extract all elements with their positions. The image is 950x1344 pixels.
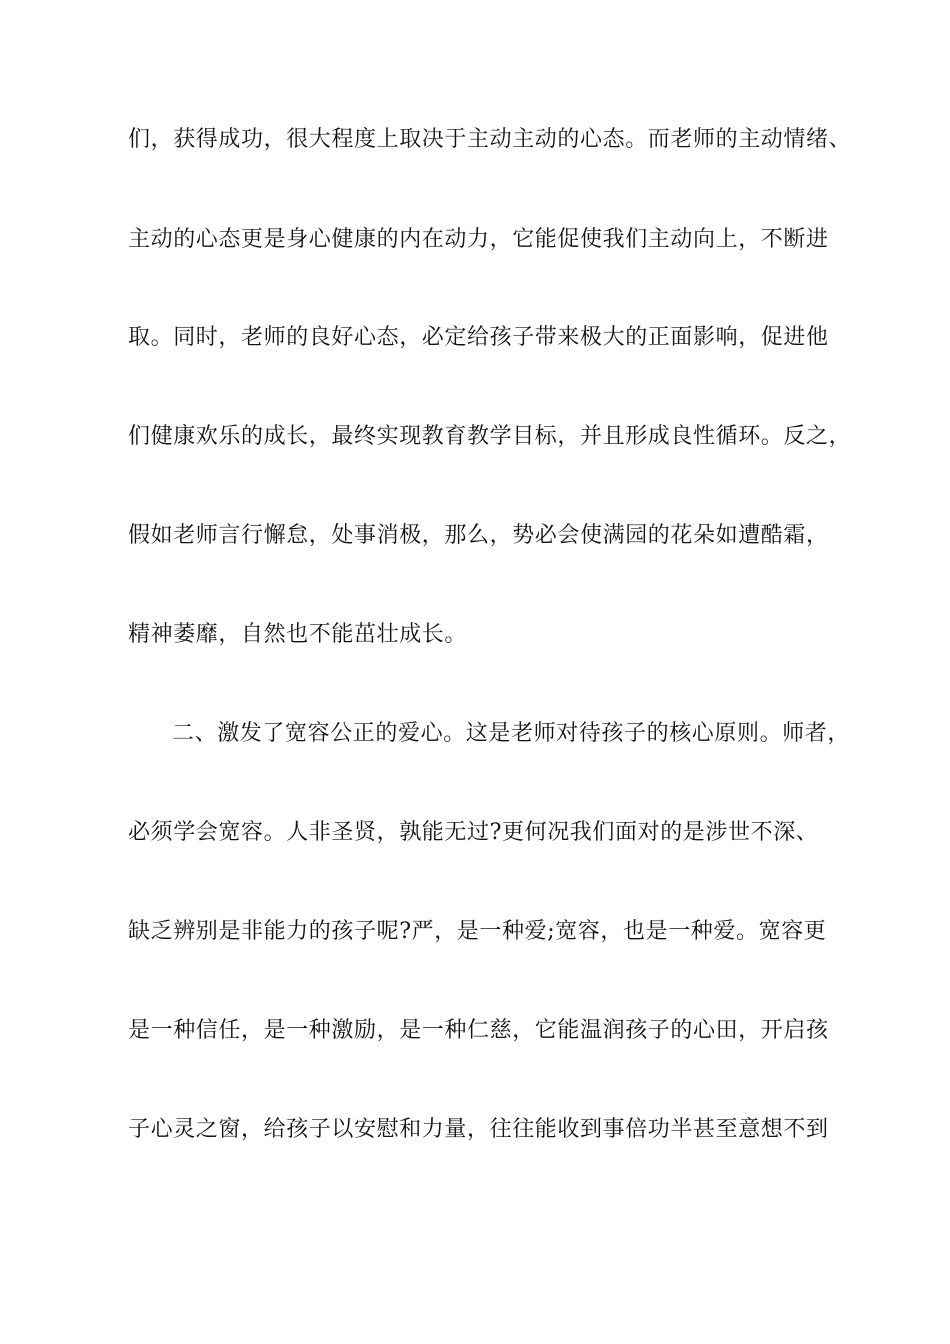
text-line: 取。同时，老师的良好心态，必定给孩子带来极大的正面影响，促进他 [128,325,829,350]
text-line: 子心灵之窗，给孩子以安慰和力量，往往能收到事倍功半甚至意想不到 [128,1117,829,1142]
text-line: 们健康欢乐的成长，最终实现教育教学目标，并且形成良性循环。反之， [128,424,852,449]
text-line: 们，获得成功，很大程度上取决于主动主动的心态。而老师的主动情绪、 [128,127,852,152]
text-line: 必须学会宽容。人非圣贤，孰能无过?更何况我们面对的是涉世不深、 [128,820,819,845]
text-line: 主动的心态更是身心健康的内在动力，它能促使我们主动向上，不断进 [128,227,829,252]
paragraph-start-line: 二、激发了宽容公正的爱心。这是老师对待孩子的核心原则。师者， [172,721,851,746]
text-line: 是一种信任，是一种激励，是一种仁慈，它能温润孩子的心田，开启孩 [128,1018,829,1043]
text-line: 精神萎靡，自然也不能茁壮成长。 [128,622,468,647]
text-line: 假如老师言行懈怠，处事消极，那么，势必会使满园的花朵如遭酷霜， [128,523,829,548]
text-line: 缺乏辨别是非能力的孩子呢?严，是一种爱;宽容，也是一种爱。宽容更 [128,919,827,944]
